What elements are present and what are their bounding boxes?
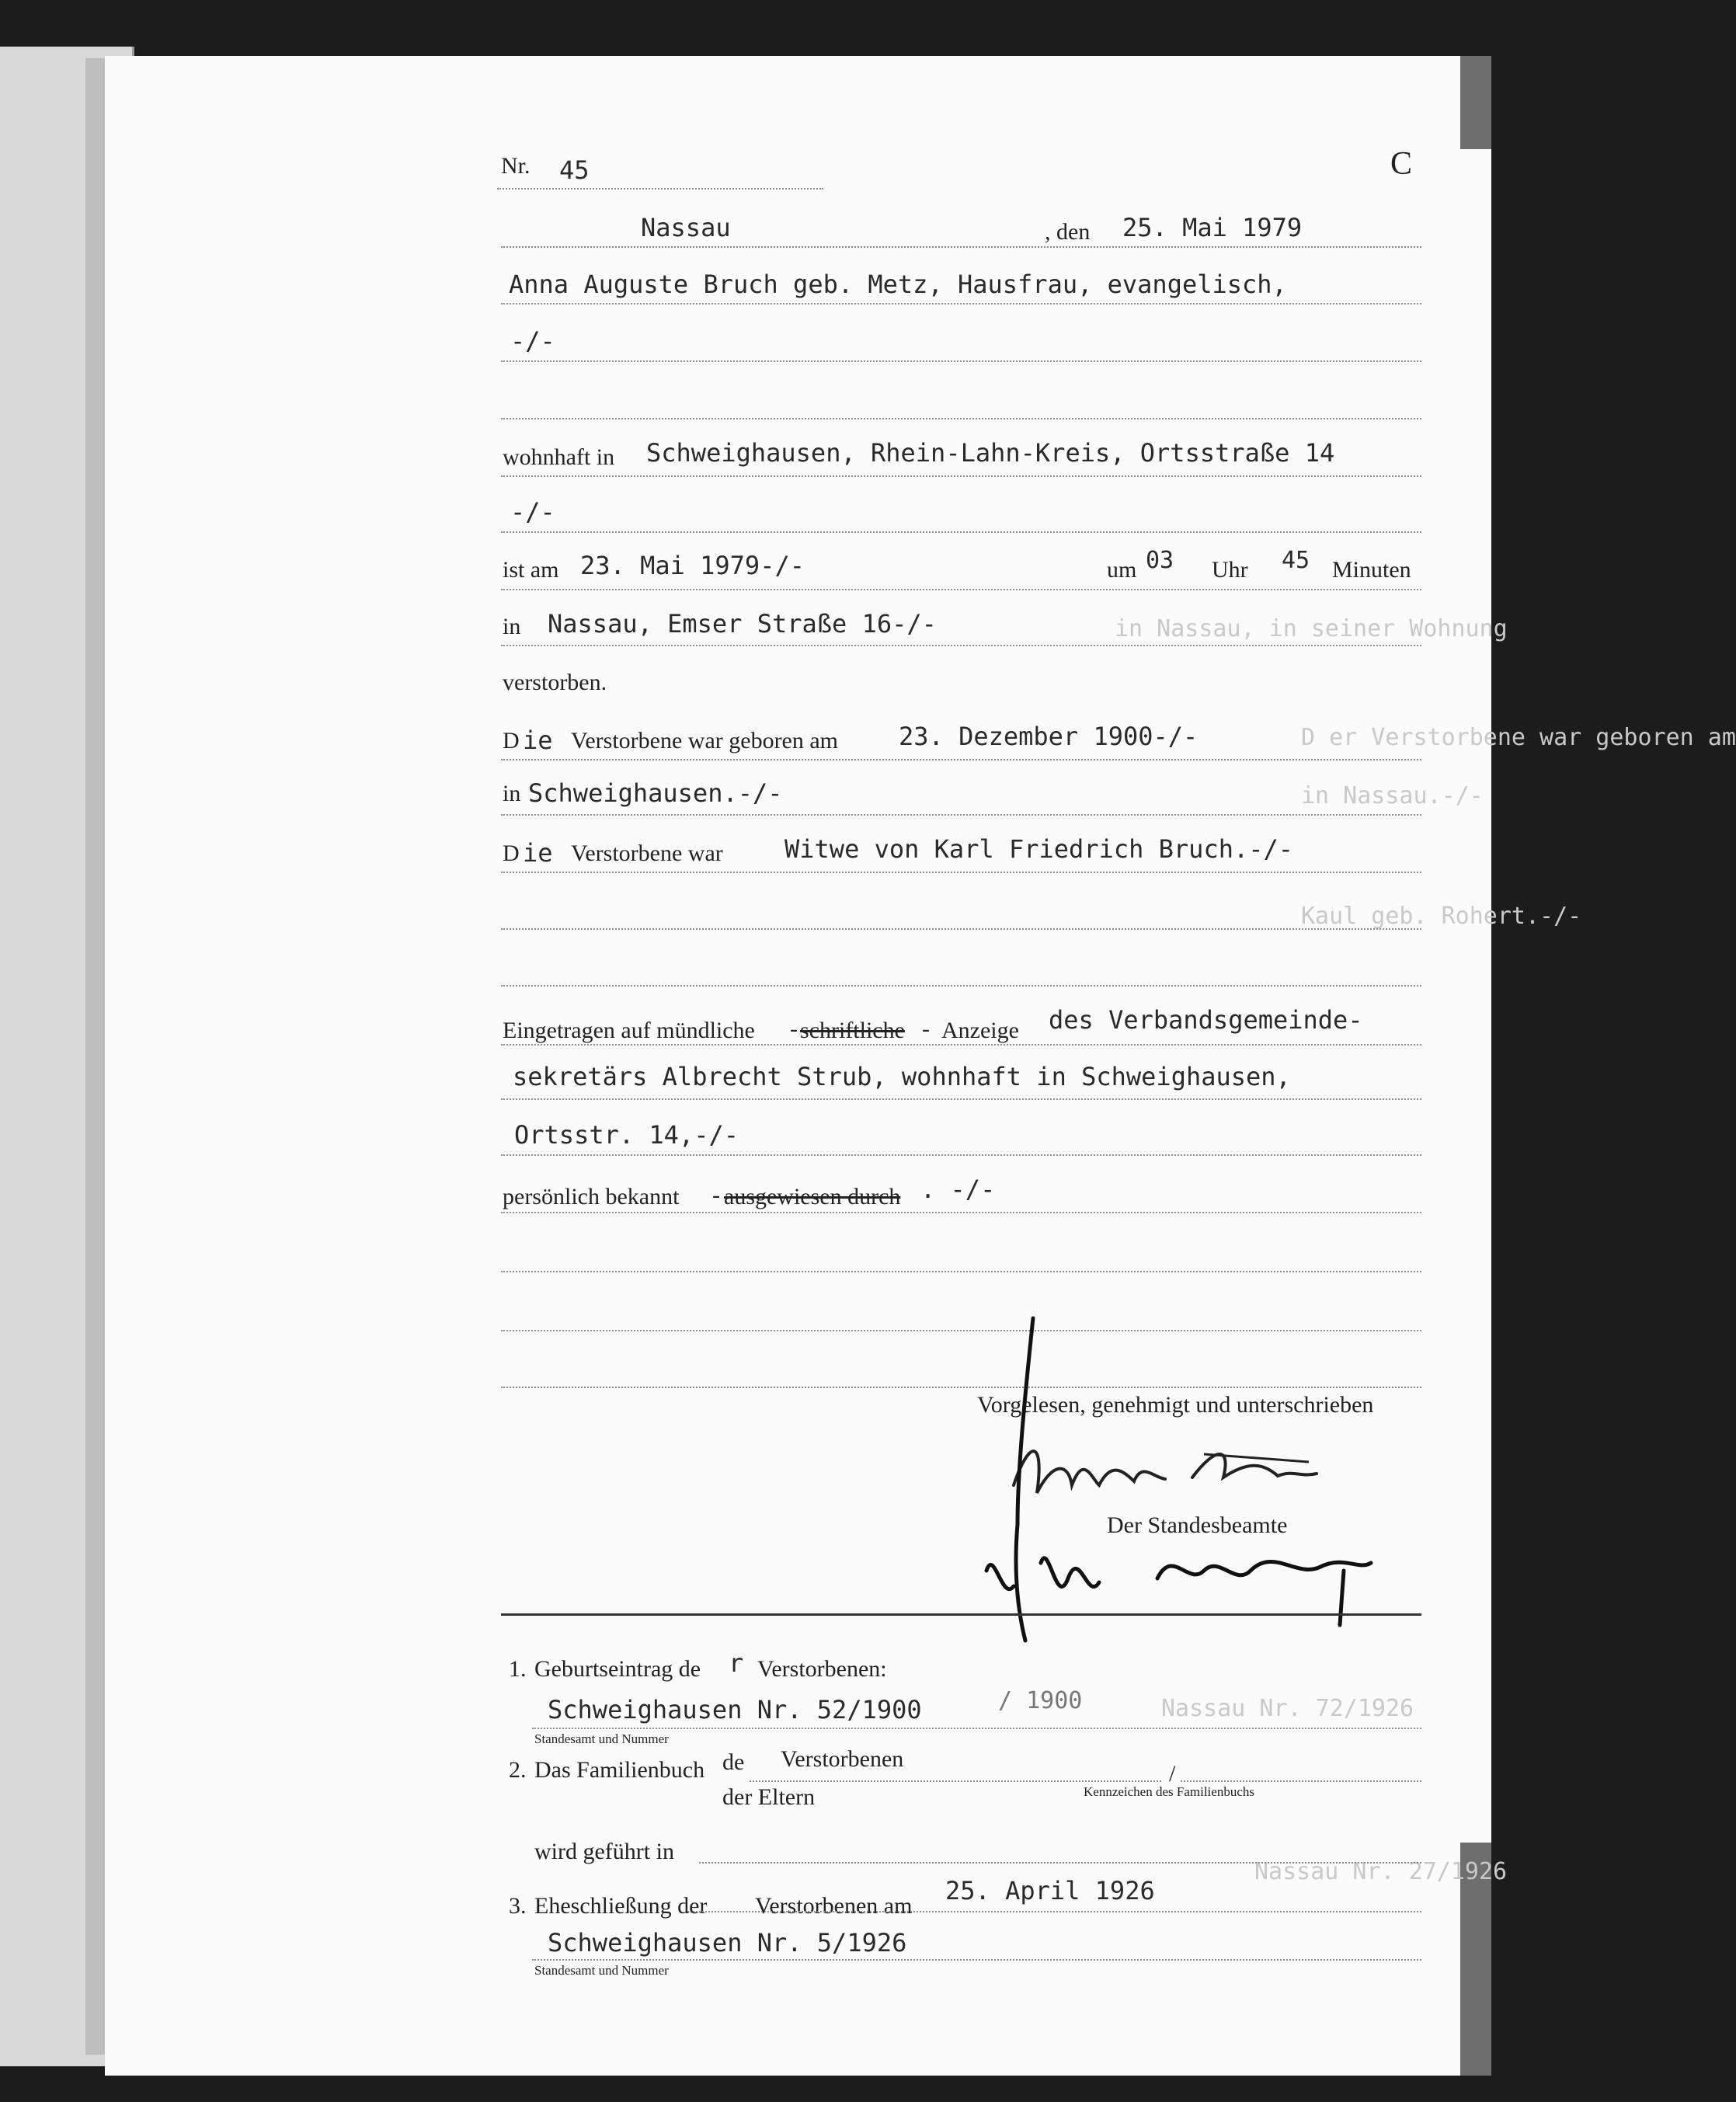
top-corner: [1460, 56, 1491, 149]
birth-label: Verstorbene war geboren am: [571, 728, 839, 753]
time-minuten-label: Minuten: [1332, 557, 1411, 583]
note2-kennzeichen: Kennzeichen des Familienbuchs: [1084, 1784, 1254, 1799]
informant-line-1: des Verbandsgemeinde-: [1049, 1005, 1363, 1035]
status-prefix-ie: ie: [523, 838, 553, 868]
note1-label2: Verstorbenen:: [757, 1656, 887, 1682]
residence-label: wohnhaft in: [503, 444, 615, 470]
note2-de: de: [722, 1749, 745, 1775]
read-approved-label: Vorgelesen, genehmigt und unterschrieben: [977, 1392, 1374, 1418]
verstorben-label: verstorben.: [503, 670, 607, 695]
form-letter: C: [1390, 146, 1413, 182]
time-um-label: um: [1107, 557, 1137, 583]
date-value: 25. Mai 1979: [1122, 213, 1303, 242]
birth-place-label: in: [503, 781, 521, 806]
status-label: Verstorbene war: [571, 840, 723, 866]
birth-prefix-ie: ie: [523, 726, 553, 755]
note2-kennzeichen-rule: [1181, 1780, 1421, 1782]
death-place-label: in: [503, 614, 521, 639]
note2-wird: wird geführt in: [534, 1839, 674, 1864]
note3-label: Eheschließung der: [534, 1893, 708, 1919]
bleed-through-text: Nassau Nr. 72/1926: [1161, 1695, 1414, 1722]
note1-rule: [532, 1728, 1421, 1729]
blank-rule: [501, 985, 1421, 987]
informant-rule-1: [501, 1044, 1421, 1046]
note2-verstorbenen: Verstorbenen: [781, 1746, 904, 1772]
place-date-line: [501, 246, 1421, 248]
note2-number: 2.: [509, 1757, 527, 1783]
filler-2: -/-: [510, 497, 555, 527]
note2-rule: [750, 1780, 1161, 1782]
register-page: [105, 56, 1736, 2076]
birth-value: 23. Dezember 1900-/-: [899, 722, 1199, 751]
birth-place-value: Schweighausen.-/-: [528, 778, 783, 808]
blank-rule: [501, 418, 1421, 419]
known-struck-option: ausgewiesen durch: [724, 1184, 901, 1209]
known-end: . -/-: [920, 1175, 996, 1204]
death-date-label: ist am: [503, 557, 559, 583]
birth-place-rule: [501, 814, 1421, 816]
note3-place-rule: [532, 1959, 1421, 1961]
birth-prefix-d: D: [503, 728, 520, 753]
registrar-signature: [971, 1314, 1375, 1641]
note2-eltern: der Eltern: [722, 1784, 816, 1810]
note1-extra: / 1900: [998, 1687, 1083, 1714]
nr-label: Nr.: [501, 153, 531, 179]
known-label: persönlich bekannt: [503, 1184, 680, 1209]
status-rule: [501, 872, 1421, 873]
bleed-through-text: Kaul geb. Rohert.-/-: [1301, 903, 1582, 930]
note1-number: 1.: [509, 1656, 527, 1682]
entered-dash: -: [922, 1016, 930, 1042]
death-date-value: 23. Mai 1979-/-: [580, 551, 805, 580]
entered-anzeige: Anzeige: [941, 1018, 1019, 1043]
entered-label: Eingetragen auf mündliche: [503, 1018, 755, 1043]
time-minutes: 45: [1282, 547, 1310, 574]
place-value: Nassau: [641, 213, 731, 242]
note2-slash: /: [1169, 1761, 1176, 1787]
time-hour: 03: [1146, 547, 1174, 574]
status-prefix-d: D: [503, 840, 520, 866]
person-line: Anna Auguste Bruch geb. Metz, Hausfrau, evangelisch,: [509, 270, 1287, 299]
note3-place: Schweighausen Nr. 5/1926: [548, 1928, 907, 1958]
death-date-rule: [501, 589, 1421, 590]
filler-1-rule: [501, 360, 1421, 362]
filler-1: -/-: [510, 326, 555, 356]
note1-value: Schweighausen Nr. 52/1900: [548, 1695, 922, 1724]
entered-dash: -: [790, 1016, 798, 1042]
note1-suffix: r: [729, 1648, 744, 1678]
date-label: , den: [1045, 219, 1091, 245]
informant-line-2: sekretärs Albrecht Strub, wohnhaft in Schweighausen,: [513, 1062, 1291, 1091]
note3-value: 25. April 1926: [945, 1876, 1155, 1905]
note1-sub-label: Standesamt und Nummer: [534, 1731, 669, 1746]
note3-label2: Verstorbenen am: [755, 1893, 913, 1919]
known-rule: [501, 1212, 1421, 1213]
bleed-through-text: Nassau Nr. 27/1926: [1254, 1858, 1508, 1885]
entered-struck-option: schriftliche: [800, 1018, 905, 1043]
note2-wird-rule: [699, 1862, 1421, 1864]
known-dash: -: [712, 1182, 720, 1208]
nr-line: [497, 188, 823, 190]
bleed-through-text: in Nassau.-/-: [1301, 782, 1484, 809]
informant-line-3: Ortsstr. 14,-/-: [514, 1120, 739, 1150]
note3-number: 3.: [509, 1893, 527, 1919]
death-place-value: Nassau, Emser Straße 16-/-: [548, 609, 937, 639]
blank-rule: [501, 928, 1421, 930]
birth-rule: [501, 759, 1421, 760]
filler-2-rule: [501, 531, 1421, 533]
nr-value: 45: [559, 155, 590, 185]
informant-rule-2: [501, 1098, 1421, 1100]
person-line-rule: [501, 303, 1421, 305]
death-place-rule: [501, 645, 1421, 646]
informant-rule-3: [501, 1154, 1421, 1156]
blank-rule: [501, 1271, 1421, 1272]
note3-rule: [687, 1911, 1421, 1912]
bleed-through-text: D er Verstorbene war geboren am: [1301, 724, 1736, 751]
residence-value: Schweighausen, Rhein-Lahn-Kreis, Ortsstraße 14: [646, 438, 1335, 468]
note1-label: Geburtseintrag de: [534, 1656, 701, 1682]
residence-rule: [501, 475, 1421, 477]
registrar-label: Der Standesbeamte: [1107, 1512, 1288, 1538]
note2-label: Das Familienbuch: [534, 1757, 705, 1783]
section-divider: [501, 1613, 1421, 1616]
note3-sub-label: Standesamt und Nummer: [534, 1963, 669, 1978]
bleed-through-text: in Nassau, in seiner Wohnung: [1115, 615, 1508, 642]
status-value: Witwe von Karl Friedrich Bruch.-/-: [785, 834, 1294, 864]
time-uhr-label: Uhr: [1212, 557, 1248, 583]
